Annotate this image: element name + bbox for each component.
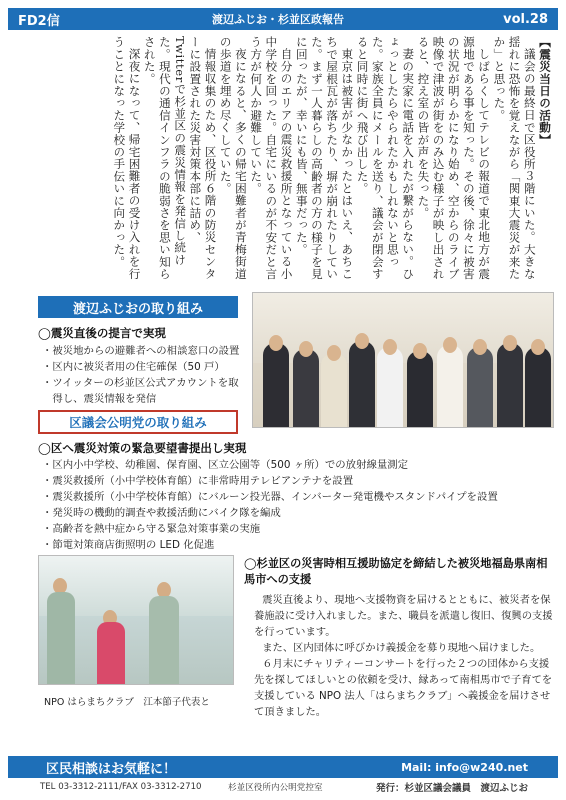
- article-paragraph: 議会の最終日で区役所３階にいた。大きな揺れに恐怖を覚えながら「関東大震災が来たか」と思った。: [492, 36, 537, 280]
- support-body: [254, 592, 554, 720]
- volume-label: vol.28: [503, 11, 548, 27]
- support-paragraph: ６月末にチャリティーコンサートを行った２つの団体から支援先を探してほしいとの依頼を受け、縁あって南相馬市で子育てを支援している NPO 法人「はらまちクラブ」へ義援金を届けさせて頂きました。: [254, 658, 553, 718]
- article-paragraph: 情報収集のため、区役所６階の防災センターに設置された災害対策本部に詰め、Twitterで杉並区の震災情報を発信し続けた。現代の通信インフラの脆弱さを思い知らされた。: [142, 36, 218, 280]
- footer-info: [8, 778, 558, 796]
- proposal-list: [42, 343, 239, 407]
- phone-fax: TEL 03-3312-2111/FAX 03-3312-2710: [40, 782, 202, 792]
- npo-photo: [38, 555, 234, 685]
- quake-day-heading: 【震災当日の活動】: [538, 36, 552, 146]
- list-item: ・区内に被災者用の住宅確保（50 戸）: [42, 361, 225, 373]
- issue-label: FD2信: [18, 13, 60, 29]
- section-title-komeito: 区議会公明党の取り組み: [38, 410, 238, 434]
- quake-day-article: [12, 36, 552, 288]
- list-item: ・被災地からの避難者への相談窓口の設置: [42, 345, 240, 357]
- list-item: ・震災救援所（小中学校体育館）にバルーン投光器、インバーター発電機やスタンドパイプを設置: [42, 491, 498, 503]
- list-item: ・発災時の機動的調査や救援活動にバイク隊を編成: [42, 507, 281, 519]
- contact-email: Mail: info@w240.net: [401, 760, 528, 774]
- list-item: ・震災救援所（小中学校体育館）に非常時用テレビアンテナを設置: [42, 475, 354, 487]
- proposal-heading: ◯震災直後の提言で実現: [38, 326, 166, 340]
- consultation-notice: 区民相談はお気軽に！: [46, 761, 177, 777]
- newsletter-header: [8, 8, 558, 30]
- article-paragraph: しばらくしてテレビの報道で東北地方が震源地である事を知った。その後、徐々に被害の状況が明らかになり始め、空からのライブ映像で津波が街をのみ込む様子が映し出されると、控え室の皆が声を失った。: [416, 36, 492, 280]
- support-paragraph: 震災直後より、現地へ支援物資を届けるとともに、被災者を保養施設に受け入れました。また、職員を派遣し復旧、復興の支援を行っています。: [254, 594, 553, 638]
- list-item: ・ツイッターの杉並区公式アカウントを取: [42, 377, 239, 389]
- support-paragraph: また、区内団体に呼びかけ義援金を募り現地へ届けました。: [262, 642, 541, 654]
- office-name: 杉並区役所内公明党控室: [228, 783, 323, 793]
- section-title-watanabe: 渡辺ふじおの取り組み: [38, 296, 238, 318]
- list-item: ・節電対策商店街照明の LED 化促進: [42, 539, 215, 551]
- article-paragraph: 妻の実家に電話を入れたが繋がらない。ひょっとしたらやられたかもしれないと思った。家族全員にメールを送り、議会が閉会すると同時に街へ飛び出した。: [355, 36, 416, 280]
- article-paragraph: 深夜になって、帰宅困難者の受け入れを行うことになった学校の手伝いに向かった。: [112, 36, 142, 280]
- article-paragraph: 自分のエリアの震災救援所となっている小中学校を回った。自宅にいるのが不安だと言う方が何人か避難していた。: [249, 36, 294, 280]
- article-paragraph: 夜になると、多くの帰宅困難者が青梅街道の歩道を埋め尽くしていた。: [218, 36, 248, 280]
- list-item: ・区内小中学校、幼稚園、保育園、区立公園等（500 ヶ所）での放射線量測定: [42, 459, 409, 471]
- list-item: ・高齢者を熱中症から守る緊急対策事業の実施: [42, 523, 261, 535]
- article-paragraph: 東京は被害が少なかったとはいえ、あちこちで屋根瓦が落ちたり、塀が崩れたりしていた。まず一人暮らしの高齢者の方の様子を見に回ったが、幸いにも皆、無事だった。: [294, 36, 355, 280]
- support-heading: ◯杉並区の災害時相互援助協定を締結した被災地福島県南相馬市への支援: [244, 557, 548, 586]
- list-item: 得し、震災情報を発信: [42, 393, 157, 405]
- publisher: 発行：杉並区議会議員 渡辺ふじお: [375, 783, 528, 794]
- request-list: [42, 457, 498, 553]
- footer-bar: [8, 756, 558, 778]
- npo-photo-caption: NPO はらまちクラブ 江本節子代表と: [44, 697, 210, 708]
- request-heading: ◯区へ震災対策の緊急要望書提出し実現: [38, 441, 247, 455]
- group-photo: [252, 292, 554, 428]
- newsletter-title: 渡辺ふじお・杉並区政報告: [212, 13, 344, 26]
